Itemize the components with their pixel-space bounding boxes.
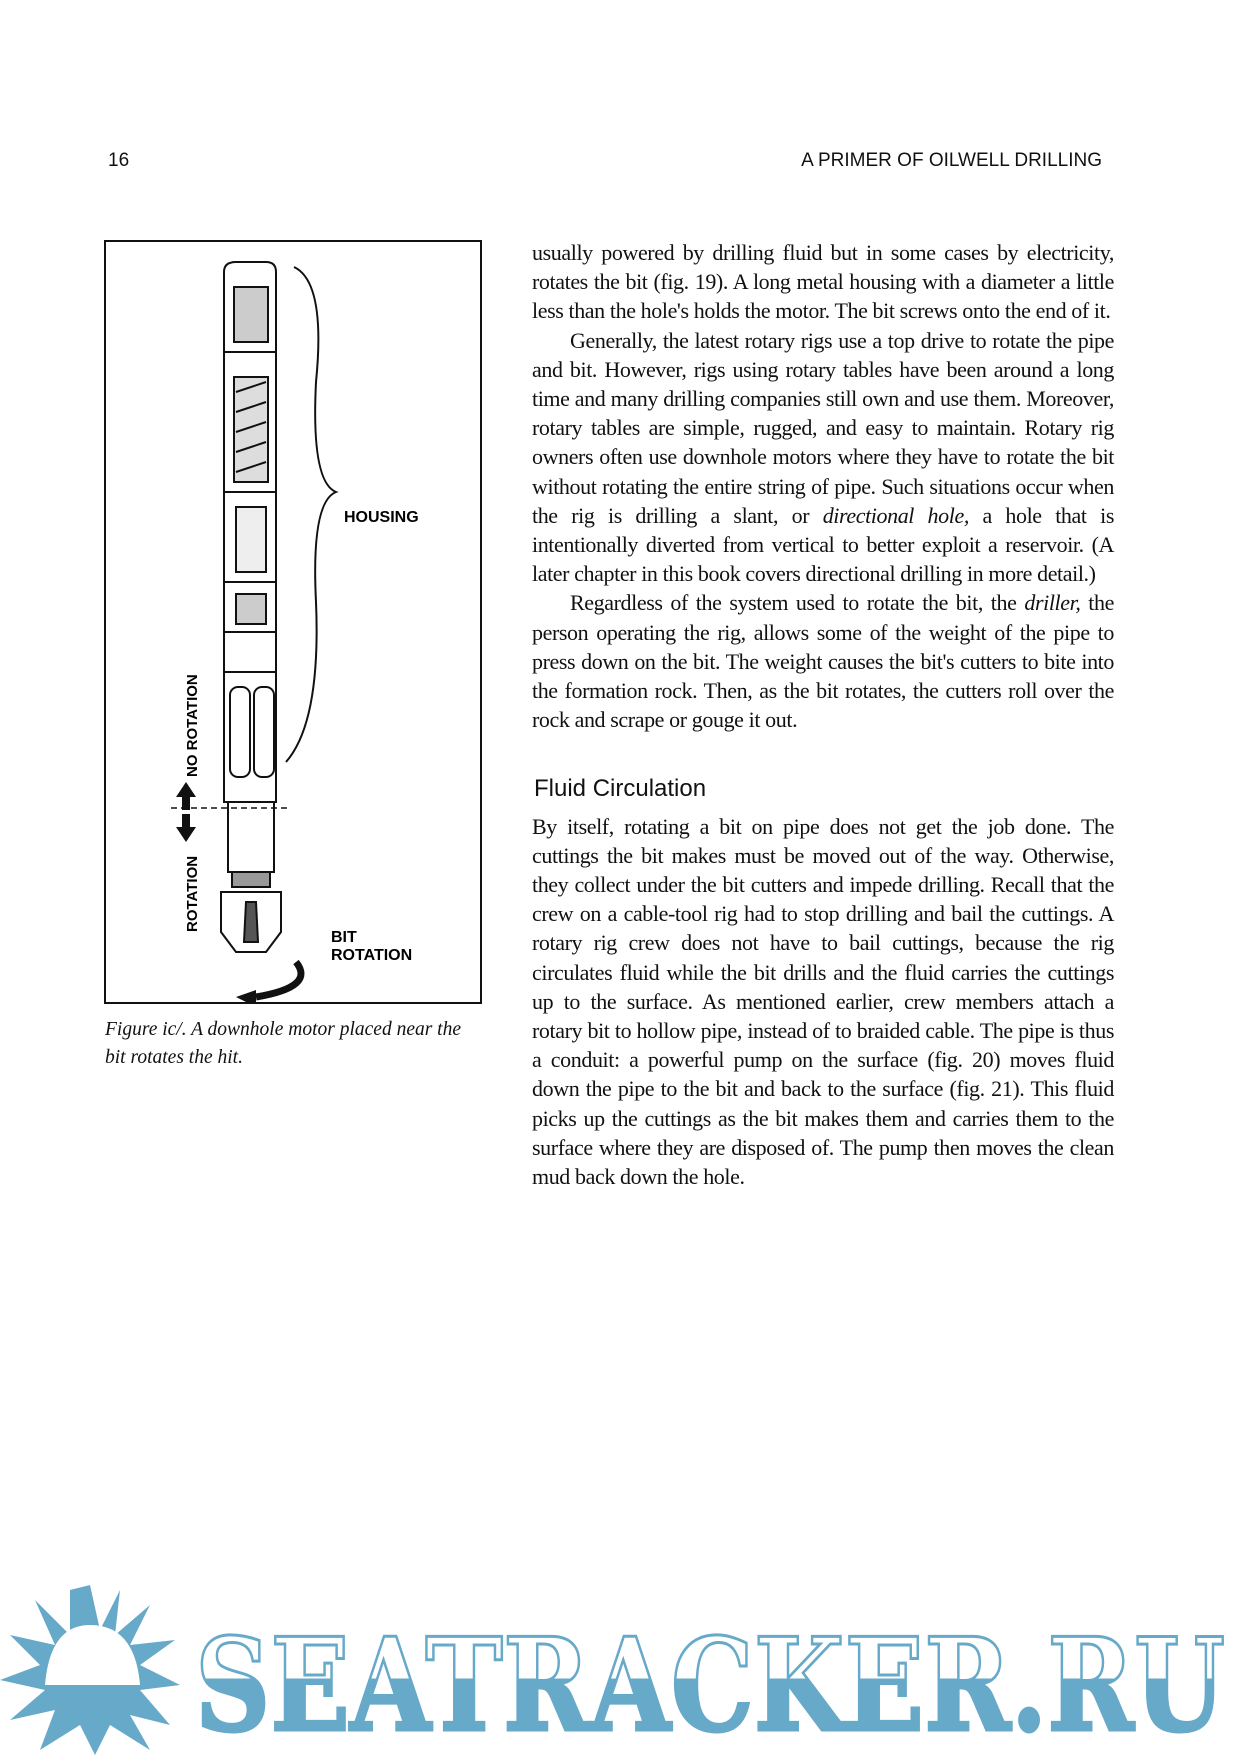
text: Regardless of the system used to rotate the bit, the [570, 590, 1025, 616]
watermark-text: SEATRACKER.RU [195, 1611, 1225, 1755]
downhole-motor-diagram [106, 242, 480, 1002]
text: a hole that is intentionally diverted from vertical to better exploit a reservoir. (A later chapter in this book covers directional drilling in more detail.) [532, 502, 1114, 587]
no-rotation-label: NO ROTATION [184, 674, 201, 777]
paragraph [532, 326, 1114, 589]
seatracker-watermark [0, 1580, 1240, 1755]
bit-label: BIT [331, 929, 357, 946]
page-number: 16 [108, 150, 130, 171]
text: Generally, the latest rotary rigs use a top drive to rotate the pipe and bit. However, rigs using rotary tables have been around a long time and many drilling companies still own and use them. Moreover, rotary tables are simple, rugged, and easy to maintain. Rotary rig owners often use downhole motors where they have to rotate the bit without rotating the entire string of pipe. Such situations occur when the rig is drilling a slant, or [532, 327, 1114, 528]
sun-logo-icon [0, 1585, 180, 1755]
term-directional-hole: directional hole, [822, 502, 969, 528]
housing-label: HOUSING [344, 509, 419, 526]
figure-caption: Figure ic/. A downhole motor placed near the bit rotates the hit. [105, 1019, 462, 1068]
rotation-label: ROTATION [184, 855, 201, 932]
downhole-motor-figure [104, 240, 482, 1004]
term-driller: driller, [1024, 590, 1081, 616]
running-title: A PRIMER OF OILWELL DRILLING [801, 150, 1102, 171]
paragraph [532, 588, 1114, 734]
body-text [532, 238, 1114, 1191]
bit-rotation-label: ROTATION [331, 947, 413, 964]
paragraph: usually powered by drilling fluid but in some cases by electricity, rotates the bit (fig. 19). A long metal housing with a diameter a little less than the hole's holds the motor. The bit screws onto the end of it. [532, 240, 1114, 324]
paragraph: By itself, rotating a bit on pipe does not get the job done. The cuttings the bit makes must be moved out of the way. Otherwise, they collect under the bit cutters and impede drilling. Recall that the crew on a cable-tool rig had to stop drilling and bail the cuttings. A rotary rig crew does not have to bail cuttings, because the rig circulates fluid while the bit drills and the fluid carries the cuttings up to the surface. As mentioned earlier, crew members attach a rotary bit to hollow pipe, instead of to braided cable. The pipe is thus a conduit: a powerful pump on the surface (fig. 20) moves fluid down the pipe to the bit and back to the surface (fig. 21). This fluid picks up the cuttings as the bit makes them and carries them to the surface where they are disposed of. The pump then moves the clean mud back down the hole. [532, 813, 1114, 1190]
section-heading: Fluid Circulation [534, 775, 707, 803]
text: the person operating the rig, allows some of the weight of the pipe to press down on the bit. The weight causes the bit's cutters to bite into the formation rock. Then, as the bit rotates, the cutters roll over the rock and scrape or gouge it out. [532, 590, 1114, 733]
